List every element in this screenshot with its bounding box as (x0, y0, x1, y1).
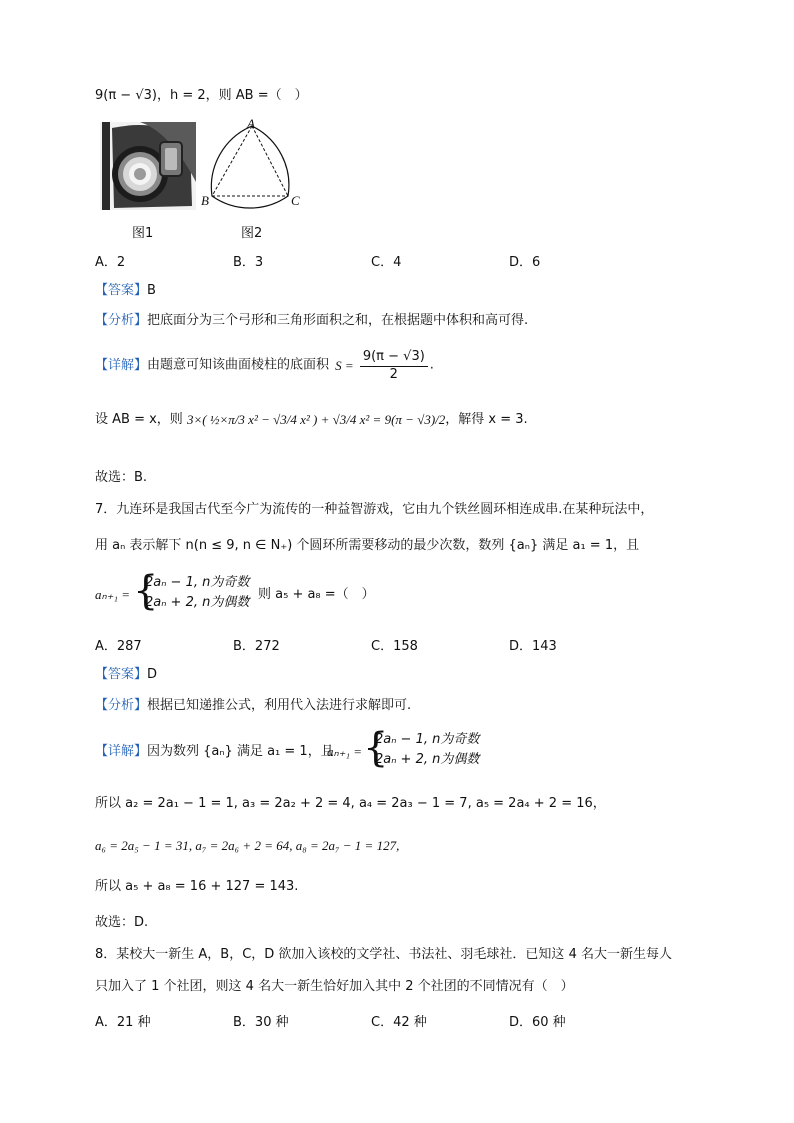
q6-choice-c: C．4 (371, 255, 402, 270)
q6-equation-row (95, 412, 528, 429)
detail-tag: 【详解】 (95, 744, 148, 759)
equation: 3×( ½×π/3 x² − √3/4 x² ) + √3/4 x² = 9(π − √3)/2 (186, 412, 446, 427)
left-brace: { (363, 725, 389, 771)
q7-answer-row (95, 667, 157, 683)
q7-step-1: 所以 a₂ = 2a₁ − 1 = 1, a₃ = 2a₂ + 2 = 4, a₄ = 2a₃ − 1 = 7, a₅ = 2a₄ + 2 = 16， (95, 796, 606, 811)
q6-choice-d: D．6 (509, 255, 541, 270)
q6-choice-b: B．3 (233, 255, 264, 270)
case-odd: 2aₙ − 1, n为奇数 (145, 575, 250, 590)
q6-conclusion: 故选：B. (95, 470, 148, 485)
q7-choice-c: C．158 (371, 639, 418, 654)
detail-text: 由题意可知该曲面棱柱的底面积 (147, 357, 330, 373)
q6-choice-a: A．2 (95, 255, 126, 270)
left-brace: { (133, 568, 159, 614)
figure-2-label-b: B (201, 193, 209, 208)
area-numerator: 9(π − √3) (360, 348, 428, 367)
q7-analysis-row (95, 698, 411, 714)
q6-lead-line: 9(π − √3)，h = 2，则 AB =（ ） (95, 88, 308, 103)
q8-stem-line-1: 8．某校大一新生 A，B，C，D 欲加入该校的文学社、书法社、羽毛球社．已知这 4 名大一新生每人 (95, 947, 672, 962)
answer-value: B (147, 283, 156, 298)
figure-2-label-c: C (291, 193, 300, 208)
detail-text: 因为数列 {aₙ} 满足 a₁ = 1，且 (147, 744, 334, 759)
q7-stem-line-2: 用 aₙ 表示解下 n(n ≤ 9, n ∈ N₊) 个圆环所需要移动的最少次数，数列 {aₙ} 满足 a₁ = 1，且 (95, 538, 640, 553)
q7-step-2: a₆ = 2a₅ − 1 = 31, a₇ = 2a₆ + 2 = 64, a₈ = 2a₇ − 1 = 127, (95, 838, 400, 853)
analysis-tag: 【分析】 (95, 313, 148, 328)
q6-analysis-row (95, 313, 528, 329)
q7-stem-line-1: 7．九连环是我国古代至今广为流传的一种益智游戏，它由九个铁丝圆环相连成串.在某种玩法中， (95, 502, 654, 517)
case-odd: 2aₙ − 1, n为奇数 (375, 732, 480, 747)
q8-choice-a: A．21 种 (95, 1015, 151, 1030)
set-text: 设 AB = x，则 (95, 412, 183, 427)
figure-1-photo (100, 122, 196, 210)
answer-tag: 【答案】 (95, 283, 148, 298)
q8-choice-c: C．42 种 (371, 1015, 427, 1030)
answer-value: D (147, 667, 158, 682)
q8-choice-b: B．30 种 (233, 1015, 289, 1030)
analysis-text: 根据已知递推公式，利用代入法进行求解即可. (147, 698, 412, 713)
analysis-tag: 【分析】 (95, 698, 148, 713)
q7-choice-b: B．272 (233, 639, 280, 654)
q7-conclusion: 故选：D. (95, 915, 149, 930)
solve-text: ，解得 x = 3. (445, 412, 528, 427)
q6-answer-row (95, 283, 156, 299)
area-denominator: 2 (389, 367, 398, 382)
figure-2-label-a: A (247, 116, 255, 131)
detail-tail: ， (475, 744, 489, 759)
case-even: 2aₙ + 2, n为偶数 (145, 595, 250, 610)
area-lhs: S = (335, 357, 354, 373)
detail-tag: 【详解】 (95, 358, 148, 373)
analysis-text: 把底面分为三个弓形和三角形面积之和，在根据题中体积和高可得. (147, 313, 529, 328)
area-fraction (360, 348, 428, 383)
area-end: . (429, 357, 434, 373)
q7-step-3: 所以 a₅ + a₈ = 16 + 127 = 143. (95, 879, 299, 894)
recurrence-lhs: aₙ₊₁ = (327, 744, 363, 759)
q8-choice-d: D．60 种 (509, 1015, 566, 1030)
q7-detail-row (95, 725, 515, 772)
figure-1-caption: 图1 (132, 226, 154, 241)
q6-detail-row (95, 348, 434, 383)
question-tail: ，则 a₅ + a₈ =（ ） (245, 587, 375, 602)
figure-2-caption: 图2 (241, 226, 263, 241)
recurrence-lhs: aₙ₊₁ = (95, 587, 131, 602)
q8-stem-line-2: 只加入了 1 个社团，则这 4 名大一新生恰好加入其中 2 个社团的不同情况有（ ） (95, 979, 574, 994)
answer-tag: 【答案】 (95, 667, 148, 682)
q7-choice-a: A．287 (95, 639, 142, 654)
case-even: 2aₙ + 2, n为偶数 (375, 752, 480, 767)
q7-choice-d: D．143 (509, 639, 557, 654)
